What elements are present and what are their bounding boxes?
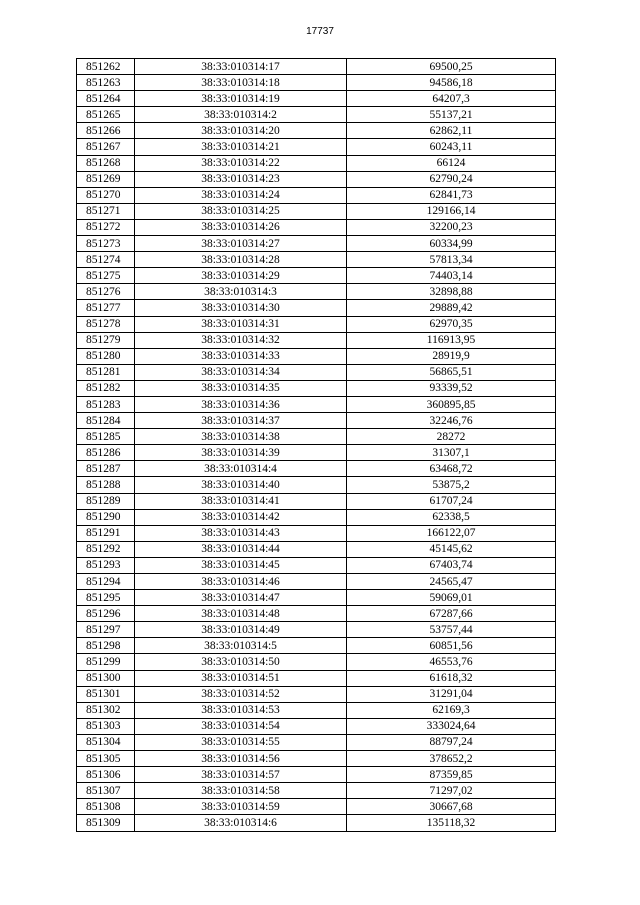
row-number-cell: 851308	[77, 799, 135, 815]
row-number-cell: 851291	[77, 525, 135, 541]
row-number-cell: 851307	[77, 783, 135, 799]
table-row	[77, 348, 556, 364]
value-cell: 69500,25	[347, 59, 556, 75]
cadastral-number-cell: 38:33:010314:19	[135, 91, 347, 107]
table-row	[77, 59, 556, 75]
row-number-cell: 851262	[77, 59, 135, 75]
row-number-cell: 851265	[77, 107, 135, 123]
table-row	[77, 574, 556, 590]
table-row	[77, 702, 556, 718]
cadastral-number-cell: 38:33:010314:5	[135, 638, 347, 654]
table-row	[77, 686, 556, 702]
value-cell: 29889,42	[347, 300, 556, 316]
cadastral-number-cell: 38:33:010314:37	[135, 413, 347, 429]
table-row	[77, 590, 556, 606]
value-cell: 94586,18	[347, 75, 556, 91]
cadastral-number-cell: 38:33:010314:55	[135, 734, 347, 750]
table-row	[77, 751, 556, 767]
value-cell: 67403,74	[347, 557, 556, 573]
row-number-cell: 851301	[77, 686, 135, 702]
cadastral-number-cell: 38:33:010314:40	[135, 477, 347, 493]
value-cell: 28919,9	[347, 348, 556, 364]
row-number-cell: 851271	[77, 203, 135, 219]
row-number-cell: 851270	[77, 187, 135, 203]
row-number-cell: 851286	[77, 445, 135, 461]
value-cell: 62338,5	[347, 509, 556, 525]
row-number-cell: 851284	[77, 413, 135, 429]
table-row	[77, 396, 556, 412]
cadastral-number-cell: 38:33:010314:32	[135, 332, 347, 348]
table-row	[77, 638, 556, 654]
row-number-cell: 851278	[77, 316, 135, 332]
row-number-cell: 851276	[77, 284, 135, 300]
cadastral-number-cell: 38:33:010314:48	[135, 606, 347, 622]
table-row	[77, 75, 556, 91]
value-cell: 30667,68	[347, 799, 556, 815]
row-number-cell: 851304	[77, 734, 135, 750]
cadastral-number-cell: 38:33:010314:23	[135, 171, 347, 187]
cadastral-number-cell: 38:33:010314:49	[135, 622, 347, 638]
table-row	[77, 252, 556, 268]
value-cell: 67287,66	[347, 606, 556, 622]
cadastral-number-cell: 38:33:010314:34	[135, 364, 347, 380]
cadastral-number-cell: 38:33:010314:44	[135, 541, 347, 557]
cadastral-number-cell: 38:33:010314:33	[135, 348, 347, 364]
value-cell: 53875,2	[347, 477, 556, 493]
cadastral-number-cell: 38:33:010314:29	[135, 268, 347, 284]
cadastral-number-cell: 38:33:010314:42	[135, 509, 347, 525]
cadastral-number-cell: 38:33:010314:39	[135, 445, 347, 461]
row-number-cell: 851297	[77, 622, 135, 638]
row-number-cell: 851309	[77, 815, 135, 831]
value-cell: 62169,3	[347, 702, 556, 718]
row-number-cell: 851296	[77, 606, 135, 622]
table-row	[77, 332, 556, 348]
table-row	[77, 187, 556, 203]
value-cell: 61707,24	[347, 493, 556, 509]
value-cell: 360895,85	[347, 396, 556, 412]
value-cell: 71297,02	[347, 783, 556, 799]
value-cell: 378652,2	[347, 751, 556, 767]
value-cell: 93339,52	[347, 380, 556, 396]
row-number-cell: 851293	[77, 557, 135, 573]
table-row	[77, 91, 556, 107]
table-row	[77, 107, 556, 123]
cadastral-number-cell: 38:33:010314:26	[135, 219, 347, 235]
table-row	[77, 139, 556, 155]
row-number-cell: 851292	[77, 541, 135, 557]
table-row	[77, 155, 556, 171]
row-number-cell: 851266	[77, 123, 135, 139]
table-row	[77, 284, 556, 300]
cadastral-number-cell: 38:33:010314:6	[135, 815, 347, 831]
cadastral-number-cell: 38:33:010314:21	[135, 139, 347, 155]
cadastral-number-cell: 38:33:010314:24	[135, 187, 347, 203]
cadastral-number-cell: 38:33:010314:46	[135, 574, 347, 590]
table-row	[77, 219, 556, 235]
table-row	[77, 203, 556, 219]
value-cell: 32246,76	[347, 413, 556, 429]
row-number-cell: 851285	[77, 429, 135, 445]
row-number-cell: 851272	[77, 219, 135, 235]
value-cell: 31307,1	[347, 445, 556, 461]
row-number-cell: 851269	[77, 171, 135, 187]
table-row	[77, 654, 556, 670]
table-row	[77, 236, 556, 252]
table-row	[77, 815, 556, 831]
table-row	[77, 477, 556, 493]
cadastral-number-cell: 38:33:010314:41	[135, 493, 347, 509]
table-row	[77, 541, 556, 557]
cadastral-number-cell: 38:33:010314:59	[135, 799, 347, 815]
value-cell: 64207,3	[347, 91, 556, 107]
page-number: 17737	[306, 26, 334, 37]
row-number-cell: 851295	[77, 590, 135, 606]
row-number-cell: 851280	[77, 348, 135, 364]
cadastral-number-cell: 38:33:010314:27	[135, 236, 347, 252]
cadastral-number-cell: 38:33:010314:45	[135, 557, 347, 573]
cadastral-number-cell: 38:33:010314:57	[135, 767, 347, 783]
cadastral-number-cell: 38:33:010314:4	[135, 461, 347, 477]
table-row	[77, 783, 556, 799]
table-row	[77, 171, 556, 187]
value-cell: 28272	[347, 429, 556, 445]
table-body	[77, 59, 556, 832]
cadastral-number-cell: 38:33:010314:51	[135, 670, 347, 686]
cadastral-number-cell: 38:33:010314:43	[135, 525, 347, 541]
value-cell: 129166,14	[347, 203, 556, 219]
cadastral-number-cell: 38:33:010314:36	[135, 396, 347, 412]
row-number-cell: 851288	[77, 477, 135, 493]
row-number-cell: 851267	[77, 139, 135, 155]
cadastral-number-cell: 38:33:010314:30	[135, 300, 347, 316]
value-cell: 60334,99	[347, 236, 556, 252]
value-cell: 116913,95	[347, 332, 556, 348]
table-row	[77, 413, 556, 429]
value-cell: 62970,35	[347, 316, 556, 332]
value-cell: 32200,23	[347, 219, 556, 235]
value-cell: 53757,44	[347, 622, 556, 638]
row-number-cell: 851300	[77, 670, 135, 686]
row-number-cell: 851263	[77, 75, 135, 91]
value-cell: 55137,21	[347, 107, 556, 123]
row-number-cell: 851283	[77, 396, 135, 412]
value-cell: 57813,34	[347, 252, 556, 268]
table-row	[77, 622, 556, 638]
value-cell: 62862,11	[347, 123, 556, 139]
cadastral-number-cell: 38:33:010314:31	[135, 316, 347, 332]
value-cell: 61618,32	[347, 670, 556, 686]
cadastral-number-cell: 38:33:010314:25	[135, 203, 347, 219]
value-cell: 60851,56	[347, 638, 556, 654]
cadastral-number-cell: 38:33:010314:54	[135, 718, 347, 734]
row-number-cell: 851275	[77, 268, 135, 284]
value-cell: 333024,64	[347, 718, 556, 734]
value-cell: 32898,88	[347, 284, 556, 300]
table-row	[77, 380, 556, 396]
table-row	[77, 734, 556, 750]
value-cell: 66124	[347, 155, 556, 171]
cadastral-number-cell: 38:33:010314:3	[135, 284, 347, 300]
row-number-cell: 851305	[77, 751, 135, 767]
value-cell: 87359,85	[347, 767, 556, 783]
row-number-cell: 851303	[77, 718, 135, 734]
cadastral-number-cell: 38:33:010314:28	[135, 252, 347, 268]
cadastral-number-cell: 38:33:010314:53	[135, 702, 347, 718]
cadastral-number-cell: 38:33:010314:35	[135, 380, 347, 396]
cadastral-number-cell: 38:33:010314:50	[135, 654, 347, 670]
row-number-cell: 851299	[77, 654, 135, 670]
row-number-cell: 851273	[77, 236, 135, 252]
value-cell: 59069,01	[347, 590, 556, 606]
cadastral-number-cell: 38:33:010314:18	[135, 75, 347, 91]
row-number-cell: 851289	[77, 493, 135, 509]
cadastral-number-cell: 38:33:010314:56	[135, 751, 347, 767]
row-number-cell: 851268	[77, 155, 135, 171]
row-number-cell: 851302	[77, 702, 135, 718]
table-row	[77, 718, 556, 734]
row-number-cell: 851279	[77, 332, 135, 348]
table-row	[77, 670, 556, 686]
row-number-cell: 851281	[77, 364, 135, 380]
row-number-cell: 851287	[77, 461, 135, 477]
value-cell: 24565,47	[347, 574, 556, 590]
cadastral-number-cell: 38:33:010314:2	[135, 107, 347, 123]
value-cell: 88797,24	[347, 734, 556, 750]
table-row	[77, 461, 556, 477]
table-row	[77, 300, 556, 316]
row-number-cell: 851306	[77, 767, 135, 783]
value-cell: 31291,04	[347, 686, 556, 702]
row-number-cell: 851294	[77, 574, 135, 590]
table-row	[77, 509, 556, 525]
value-cell: 62790,24	[347, 171, 556, 187]
table-row	[77, 493, 556, 509]
cadastral-number-cell: 38:33:010314:52	[135, 686, 347, 702]
table-row	[77, 799, 556, 815]
value-cell: 60243,11	[347, 139, 556, 155]
table-row	[77, 123, 556, 139]
table-row	[77, 606, 556, 622]
row-number-cell: 851282	[77, 380, 135, 396]
value-cell: 45145,62	[347, 541, 556, 557]
cadastral-number-cell: 38:33:010314:58	[135, 783, 347, 799]
cadastral-number-cell: 38:33:010314:22	[135, 155, 347, 171]
table-row	[77, 316, 556, 332]
row-number-cell: 851264	[77, 91, 135, 107]
row-number-cell: 851290	[77, 509, 135, 525]
table-row	[77, 557, 556, 573]
cadastral-number-cell: 38:33:010314:20	[135, 123, 347, 139]
cadastral-number-cell: 38:33:010314:17	[135, 59, 347, 75]
table-row	[77, 429, 556, 445]
value-cell: 166122,07	[347, 525, 556, 541]
cadastral-number-cell: 38:33:010314:47	[135, 590, 347, 606]
cadastral-number-cell: 38:33:010314:38	[135, 429, 347, 445]
cadastral-value-table	[76, 58, 556, 832]
table-row	[77, 268, 556, 284]
row-number-cell: 851277	[77, 300, 135, 316]
row-number-cell: 851298	[77, 638, 135, 654]
value-cell: 46553,76	[347, 654, 556, 670]
table-row	[77, 525, 556, 541]
value-cell: 135118,32	[347, 815, 556, 831]
table-row	[77, 445, 556, 461]
value-cell: 62841,73	[347, 187, 556, 203]
table-row	[77, 364, 556, 380]
row-number-cell: 851274	[77, 252, 135, 268]
value-cell: 56865,51	[347, 364, 556, 380]
table-row	[77, 767, 556, 783]
value-cell: 63468,72	[347, 461, 556, 477]
value-cell: 74403,14	[347, 268, 556, 284]
